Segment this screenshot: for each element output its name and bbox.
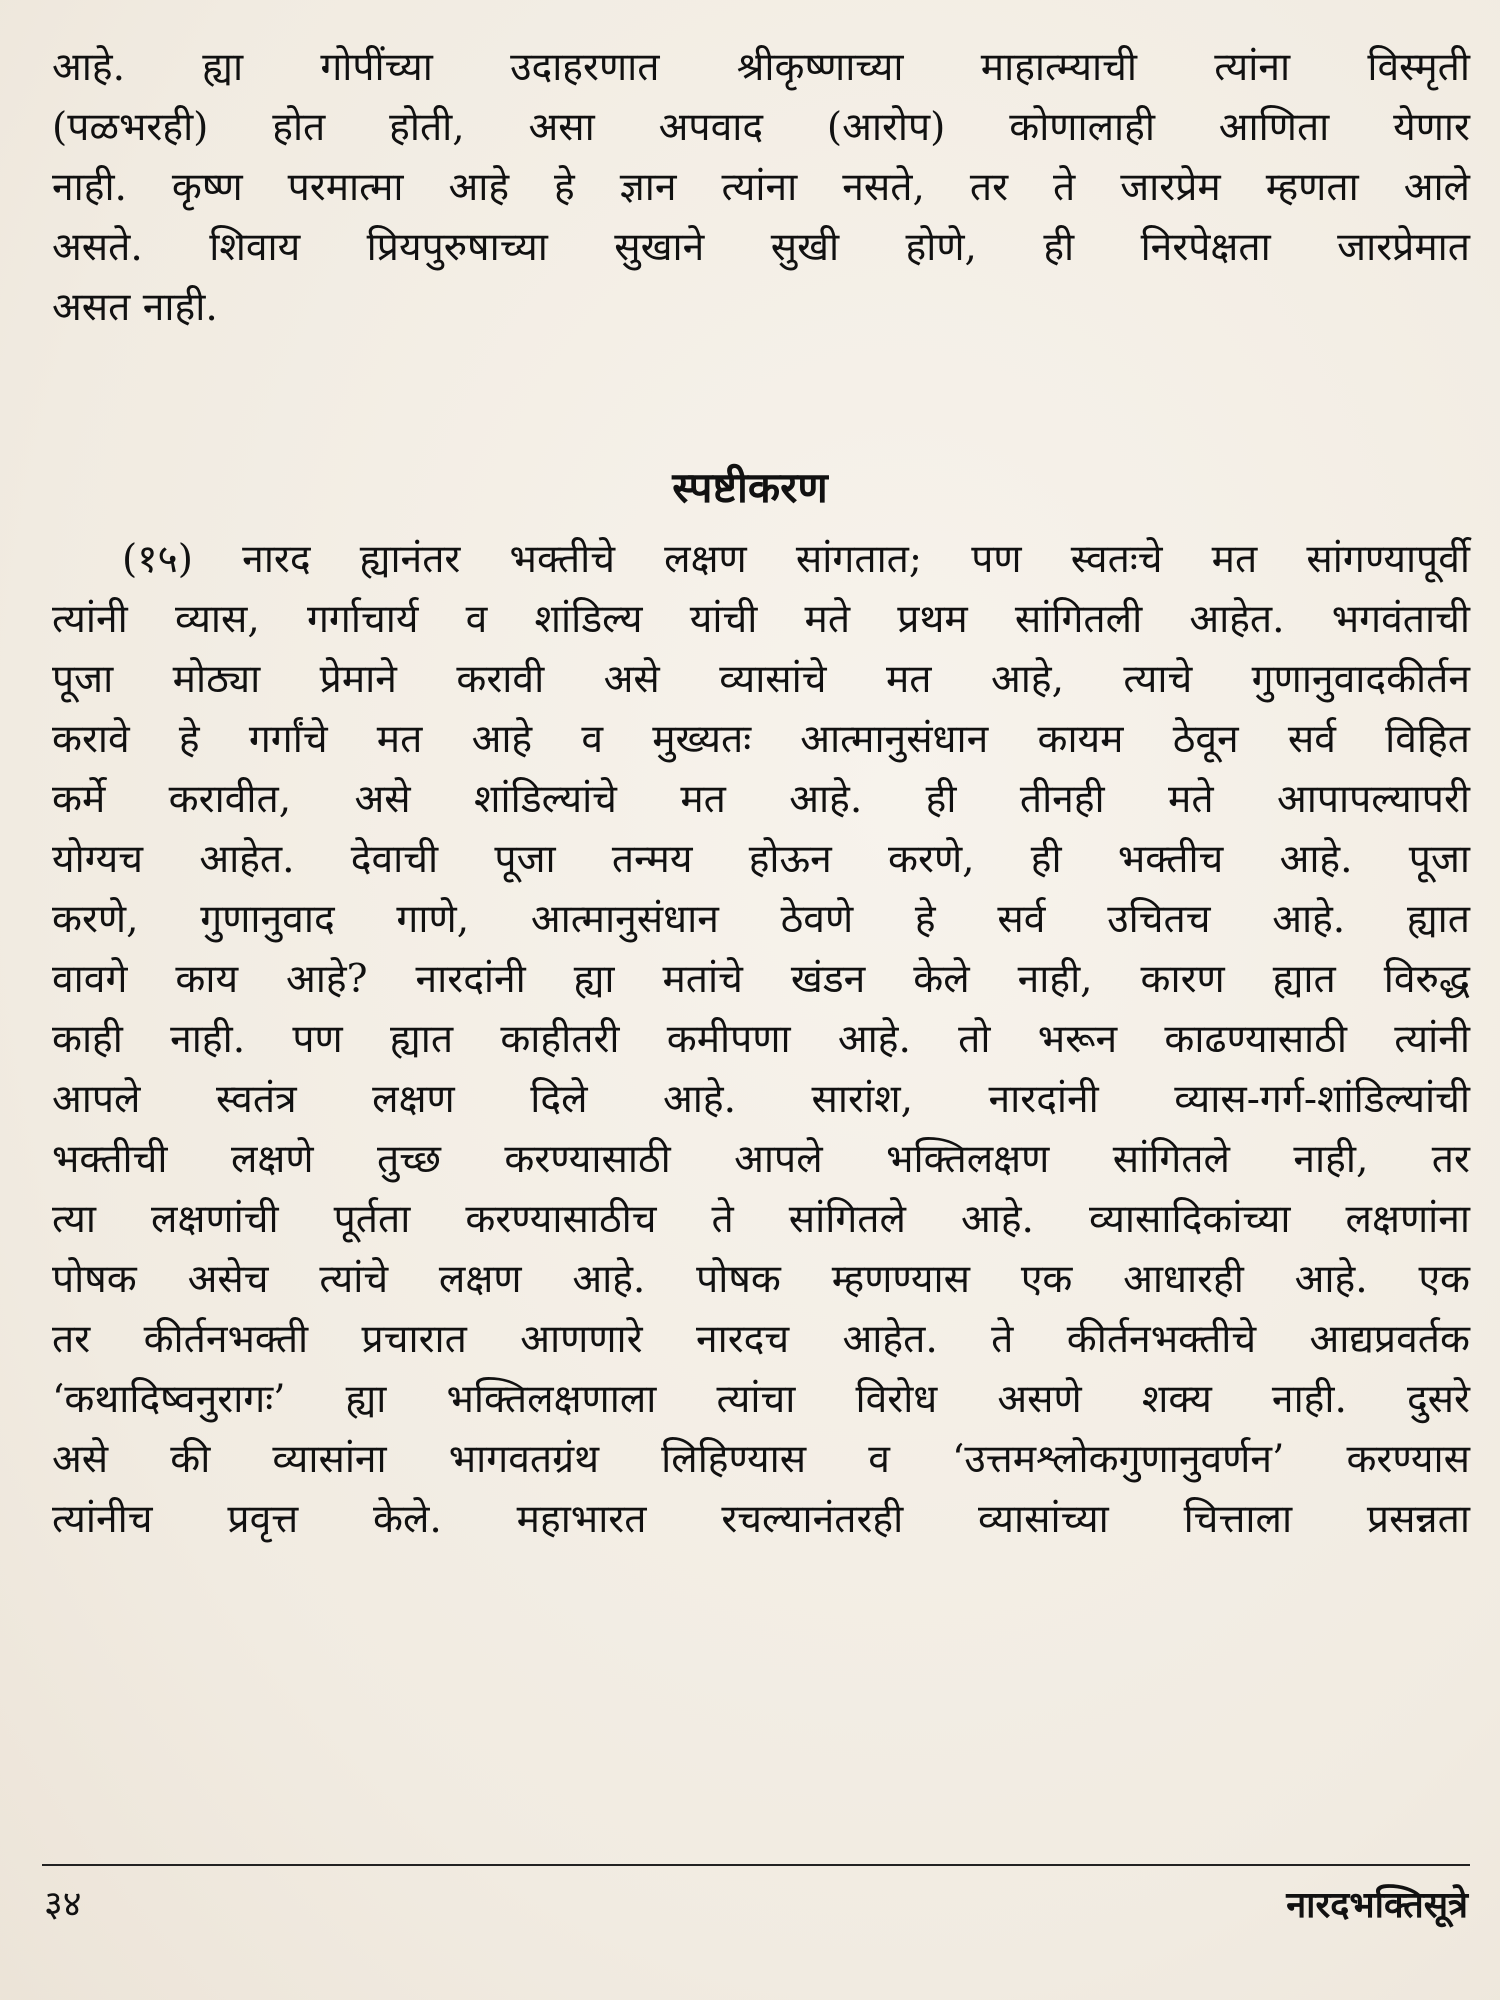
text-line: भक्तीची लक्षणे तुच्छ करण्यासाठी आपले भक्तिलक्षण सांगितले नाही, तर (52, 1137, 1470, 1182)
text-line: त्या लक्षणांची पूर्तता करण्यासाठीच ते सांगितले आहे. व्यासादिकांच्या लक्षणांना (52, 1197, 1470, 1242)
text-line: त्यांनी व्यास, गर्गाचार्य व शांडिल्य यांची मते प्रथम सांगितली आहेत. भगवंताची (52, 597, 1470, 642)
text-line: करावे हे गर्गांचे मत आहे व मुख्यतः आत्मानुसंधान कायम ठेवून सर्व विहित (52, 717, 1470, 762)
text-line: आपले स्वतंत्र लक्षण दिले आहे. सारांश, नारदांनी व्यास-गर्ग-शांडिल्यांची (52, 1077, 1470, 1122)
text-line: काही नाही. पण ह्यात काहीतरी कमीपणा आहे. तो भरून काढण्यासाठी त्यांनी (52, 1017, 1470, 1062)
section-heading: स्पष्टीकरण (672, 463, 828, 512)
footer-divider (42, 1864, 1470, 1866)
text-line: आहे. ह्या गोपींच्या उदाहरणात श्रीकृष्णाच्या माहात्म्याची त्यांना विस्मृती (52, 45, 1470, 90)
text-line: पूजा मोठ्या प्रेमाने करावी असे व्यासांचे मत आहे, त्याचे गुणानुवादकीर्तन (52, 657, 1470, 702)
running-footer-title: नारदभक्तिसूत्रे (1286, 1884, 1468, 1926)
text-line: वावगे काय आहे? नारदांनी ह्या मतांचे खंडन केले नाही, कारण ह्यात विरुद्ध (52, 957, 1470, 1002)
text-line: पोषक असेच त्यांचे लक्षण आहे. पोषक म्हणण्यास एक आधारही आहे. एक (52, 1257, 1470, 1302)
text-line: (१५) नारद ह्यानंतर भक्तीचे लक्षण सांगतात; पण स्वतःचे मत सांगण्यापूर्वी (122, 537, 1470, 582)
text-line: असते. शिवाय प्रियपुरुषाच्या सुखाने सुखी होणे, ही निरपेक्षता जारप्रेमात (52, 225, 1470, 270)
paragraph-2 (52, 530, 1470, 1550)
text-line: तर कीर्तनभक्ती प्रचारात आणणारे नारदच आहेत. ते कीर्तनभक्तीचे आद्यप्रवर्तक (52, 1317, 1470, 1362)
text-line: नाही. कृष्ण परमात्मा आहे हे ज्ञान त्यांना नसते, तर ते जारप्रेम म्हणता आले (52, 165, 1470, 210)
text-line: त्यांनीच प्रवृत्त केले. महाभारत रचल्यानंतरही व्यासांच्या चित्ताला प्रसन्नता (52, 1497, 1470, 1542)
paragraph-1 (52, 38, 1470, 338)
text-line: कर्मे करावीत, असे शांडिल्यांचे मत आहे. ही तीनही मते आपापल्यापरी (52, 777, 1470, 822)
text-line: असत नाही. (52, 285, 218, 330)
page-number: ३४ (44, 1884, 82, 1925)
text-line: ‘कथादिष्वनुरागः’ ह्या भक्तिलक्षणाला त्यांचा विरोध असणे शक्य नाही. दुसरे (52, 1377, 1470, 1422)
text-line: (पळभरही) होत होती, असा अपवाद (आरोप) कोणालाही आणिता येणार (52, 105, 1470, 150)
text-line: असे की व्यासांना भागवतग्रंथ लिहिण्यास व ‘उत्तमश्लोकगुणानुवर्णन’ करण्यास (52, 1437, 1470, 1482)
text-line: करणे, गुणानुवाद गाणे, आत्मानुसंधान ठेवणे हे सर्व उचितच आहे. ह्यात (52, 897, 1470, 942)
text-line: योग्यच आहेत. देवाची पूजा तन्मय होऊन करणे, ही भक्तीच आहे. पूजा (52, 837, 1470, 882)
